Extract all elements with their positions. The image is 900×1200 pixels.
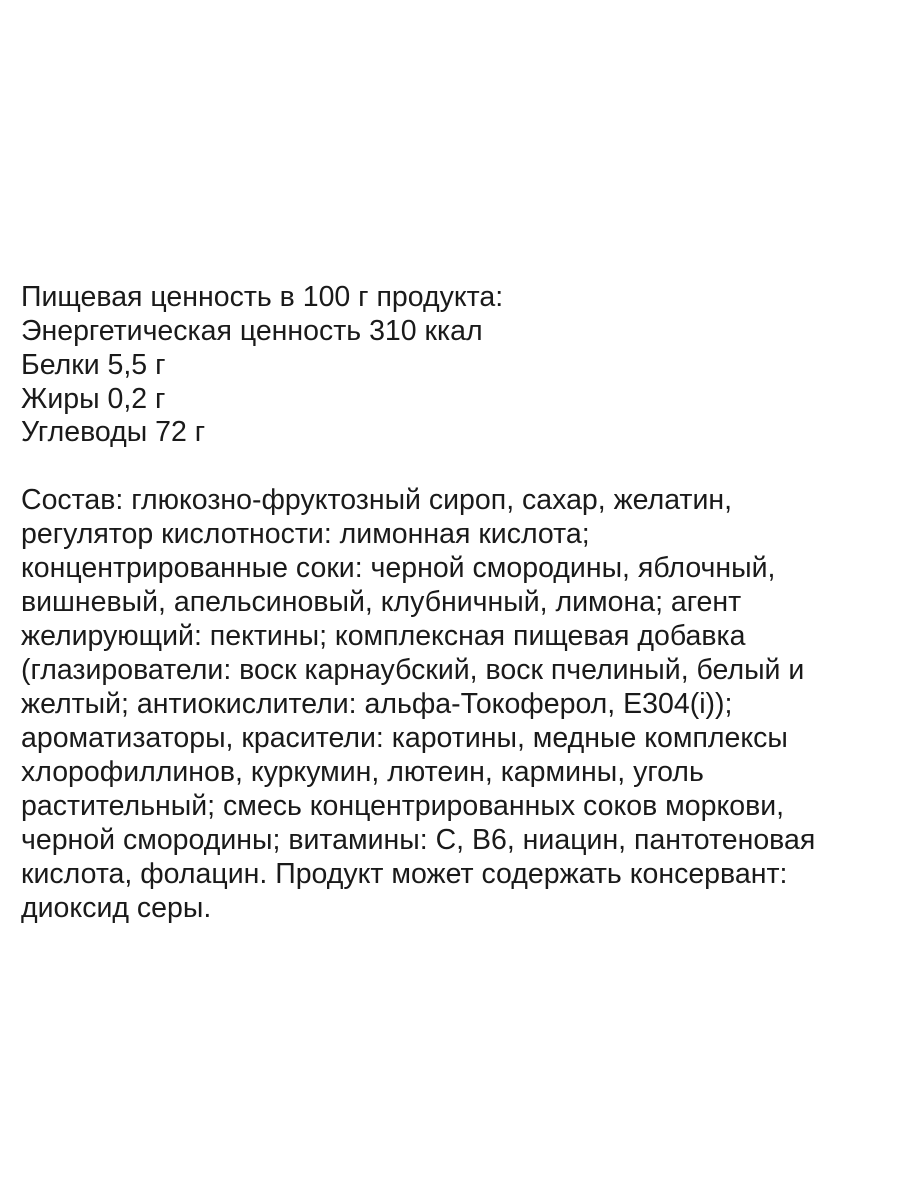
nutrition-heading: Пищевая ценность в 100 г продукта: bbox=[21, 281, 504, 313]
composition-line: кислота, фолацин. Продукт может содержать консервант: bbox=[21, 858, 788, 890]
composition-line: вишневый, апельсиновый, клубничный, лимона; агент bbox=[21, 586, 742, 618]
composition-line: желирующий: пектины; комплексная пищевая добавка bbox=[21, 620, 746, 652]
composition-line: (глазирователи: воск карнаубский, воск пчелиный, белый и bbox=[21, 654, 805, 686]
composition-line: концентрированные соки: черной смородины, яблочный, bbox=[21, 552, 776, 584]
nutrition-fat-line: Жиры 0,2 г bbox=[21, 383, 166, 415]
composition-line: растительный; смесь концентрированных соков моркови, bbox=[21, 790, 785, 822]
nutrition-energy-line: Энергетическая ценность 310 ккал bbox=[21, 315, 483, 347]
composition-line: черной смородины; витамины: С, В6, ниацин, пантотеновая bbox=[21, 824, 816, 856]
nutrition-carbs-line: Углеводы 72 г bbox=[21, 416, 206, 448]
composition-line: регулятор кислотности: лимонная кислота; bbox=[21, 518, 590, 550]
composition-line: диоксид серы. bbox=[21, 892, 212, 924]
composition-line: желтый; антиокислители: альфа-Токоферол, E304(i)); bbox=[21, 688, 733, 720]
composition-line: хлорофиллинов, куркумин, лютеин, кармины, уголь bbox=[21, 756, 704, 788]
composition-line: Состав: глюкозно-фруктозный сироп, сахар, желатин, bbox=[21, 484, 733, 516]
composition-line: ароматизаторы, красители: каротины, медные комплексы bbox=[21, 722, 788, 754]
nutrition-protein-line: Белки 5,5 г bbox=[21, 349, 166, 381]
